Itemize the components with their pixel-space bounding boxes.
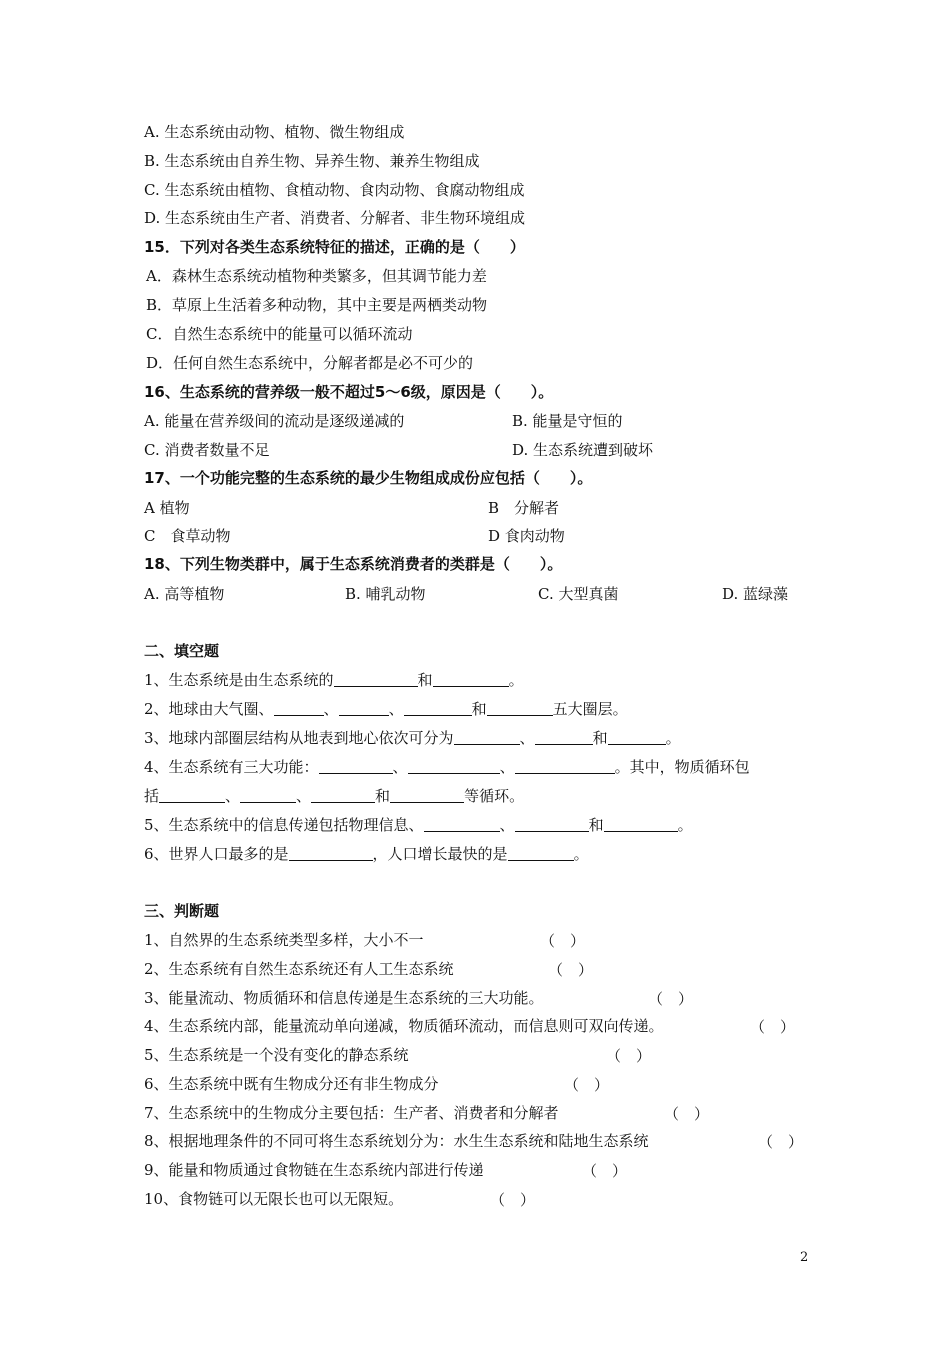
q17-option-a: A 植物 — [144, 499, 190, 517]
fill-item-6 — [144, 844, 589, 864]
q15-option-a: A．森林生态系统动植物种类繁多，但其调节能力差 — [146, 267, 487, 285]
answer-parentheses[interactable]: （ ） — [750, 1018, 796, 1036]
page-number: 2 — [800, 1250, 809, 1265]
fill-text: 、 — [296, 787, 312, 805]
fill-text: 和 — [375, 787, 391, 805]
answer-blank[interactable] — [515, 758, 615, 774]
fill-item-3 — [144, 728, 681, 748]
answer-blank[interactable] — [424, 816, 500, 832]
answer-blank[interactable] — [408, 758, 500, 774]
judge-item-1: 1、自然界的生态系统类型多样，大小不一 — [144, 931, 424, 949]
judge-item-5: 5、生态系统是一个没有变化的静态系统 — [144, 1046, 409, 1064]
answer-parentheses[interactable]: （ ） — [648, 990, 694, 1008]
judge-item-3: 3、能量流动、物质循环和信息传递是生态系统的三大功能。 — [144, 989, 544, 1007]
fill-text: 五大圈层。 — [552, 700, 628, 718]
q18-option-a: A. 高等植物 — [144, 585, 225, 603]
answer-parentheses[interactable]: （ ） — [540, 932, 586, 950]
fill-text: 、 — [388, 700, 404, 718]
answer-blank[interactable] — [289, 845, 373, 861]
question-17-stem: 17、一个功能完整的生态系统的最少生物组成成份应包括（ ）。 — [144, 469, 593, 487]
answer-blank[interactable] — [339, 700, 389, 716]
answer-parentheses[interactable]: （ ） — [548, 961, 594, 979]
judge-item-9: 9、能量和物质通过食物链在生态系统内部进行传递 — [144, 1161, 484, 1179]
answer-blank[interactable] — [508, 845, 574, 861]
q15-option-d: D．任何自然生态系统中，分解者都是必不可少的 — [146, 354, 474, 372]
q16-option-b: B. 能量是守恒的 — [512, 412, 623, 430]
q18-option-b: B. 哺乳动物 — [345, 585, 426, 603]
q18-option-c: C. 大型真菌 — [538, 585, 619, 603]
q15-option-c: C．自然生态系统中的能量可以循环流动 — [146, 325, 413, 343]
option-c: C. 生态系统由植物、食植动物、食肉动物、食腐动物组成 — [144, 181, 525, 199]
q17-option-c: C 食草动物 — [144, 527, 231, 545]
answer-blank[interactable] — [311, 787, 375, 803]
fill-text: 。 — [508, 671, 524, 689]
fill-text: 、 — [225, 787, 241, 805]
fill-text: 括 — [144, 787, 160, 805]
q16-option-d: D. 生态系统遭到破坏 — [512, 441, 654, 459]
fill-text: 1、生态系统是由生态系统的 — [144, 671, 334, 689]
fill-section-heading: 二、填空题 — [144, 642, 220, 660]
judge-item-2: 2、生态系统有自然生态系统还有人工生态系统 — [144, 960, 454, 978]
judge-item-8: 8、根据地理条件的不同可将生态系统划分为：水生生态系统和陆地生态系统 — [144, 1132, 649, 1150]
question-15-stem: 15．下列对各类生态系统特征的描述，正确的是（ ） — [144, 238, 525, 256]
fill-text: 和 — [471, 700, 487, 718]
fill-text: 5、生态系统中的信息传递包括物理信息、 — [144, 816, 424, 834]
option-b: B. 生态系统由自养生物、异养生物、兼养生物组成 — [144, 152, 480, 170]
fill-text: 4、生态系统有三大功能： — [144, 758, 319, 776]
answer-blank[interactable] — [390, 787, 464, 803]
answer-blank[interactable] — [487, 700, 553, 716]
judge-item-6: 6、生态系统中既有生物成分还有非生物成分 — [144, 1075, 439, 1093]
q18-option-d: D. 蓝绿藻 — [722, 585, 789, 603]
fill-item-5 — [144, 815, 693, 835]
answer-parentheses[interactable]: （ ） — [490, 1191, 536, 1209]
judge-item-7: 7、生态系统中的生物成分主要包括：生产者、消费者和分解者 — [144, 1104, 559, 1122]
fill-text: 、 — [499, 758, 515, 776]
option-a: A. 生态系统由动物、植物、微生物组成 — [144, 123, 405, 141]
answer-blank[interactable] — [319, 758, 393, 774]
answer-parentheses[interactable]: （ ） — [582, 1162, 628, 1180]
answer-blank[interactable] — [433, 671, 509, 687]
fill-text: 和 — [588, 816, 604, 834]
fill-text: ，人口增长最快的是 — [372, 845, 508, 863]
answer-blank[interactable] — [159, 787, 225, 803]
answer-blank[interactable] — [608, 729, 666, 745]
fill-text: 和 — [592, 729, 608, 747]
q16-option-a: A. 能量在营养级间的流动是逐级递减的 — [144, 412, 405, 430]
q17-option-b: B 分解者 — [488, 499, 560, 517]
q16-option-c: C. 消费者数量不足 — [144, 441, 270, 459]
fill-item-2 — [144, 699, 628, 719]
fill-text: 。 — [665, 729, 681, 747]
option-d: D. 生态系统由生产者、消费者、分解者、非生物环境组成 — [144, 209, 526, 227]
judge-item-10: 10、食物链可以无限长也可以无限短。 — [144, 1190, 404, 1208]
q17-option-d: D 食肉动物 — [488, 527, 565, 545]
question-18-stem: 18、下列生物类群中，属于生态系统消费者的类群是（ ）。 — [144, 555, 563, 573]
fill-text: 6、世界人口最多的是 — [144, 845, 289, 863]
answer-blank[interactable] — [535, 729, 593, 745]
fill-text: 、 — [323, 700, 339, 718]
fill-text: 。 — [677, 816, 693, 834]
fill-text: 。其中，物质循环包 — [614, 758, 750, 776]
fill-text: 等循环。 — [464, 787, 525, 805]
answer-parentheses[interactable]: （ ） — [606, 1047, 652, 1065]
judge-section-heading: 三、判断题 — [144, 902, 220, 920]
fill-item-4-continued — [144, 786, 524, 806]
answer-blank[interactable] — [454, 729, 520, 745]
answer-parentheses[interactable]: （ ） — [564, 1076, 610, 1094]
fill-text: 3、地球内部圈层结构从地表到地心依次可分为 — [144, 729, 454, 747]
fill-text: 、 — [519, 729, 535, 747]
answer-blank[interactable] — [404, 700, 472, 716]
answer-parentheses[interactable]: （ ） — [664, 1105, 710, 1123]
answer-parentheses[interactable]: （ ） — [758, 1133, 804, 1151]
fill-text: 、 — [499, 816, 515, 834]
answer-blank[interactable] — [334, 671, 418, 687]
judge-item-4: 4、生态系统内部，能量流动单向递减，物质循环流动，而信息则可双向传递。 — [144, 1017, 664, 1035]
fill-item-4 — [144, 757, 750, 777]
fill-text: 2、地球由大气圈、 — [144, 700, 274, 718]
fill-item-1 — [144, 670, 524, 690]
answer-blank[interactable] — [604, 816, 678, 832]
fill-text: 。 — [573, 845, 589, 863]
answer-blank[interactable] — [240, 787, 296, 803]
answer-blank[interactable] — [515, 816, 589, 832]
q15-option-b: B．草原上生活着多种动物，其中主要是两栖类动物 — [146, 296, 488, 314]
answer-blank[interactable] — [274, 700, 324, 716]
fill-text: 和 — [417, 671, 433, 689]
question-16-stem: 16、生态系统的营养级一般不超过5～6级，原因是（ ）。 — [144, 383, 554, 401]
fill-text: 、 — [392, 758, 408, 776]
